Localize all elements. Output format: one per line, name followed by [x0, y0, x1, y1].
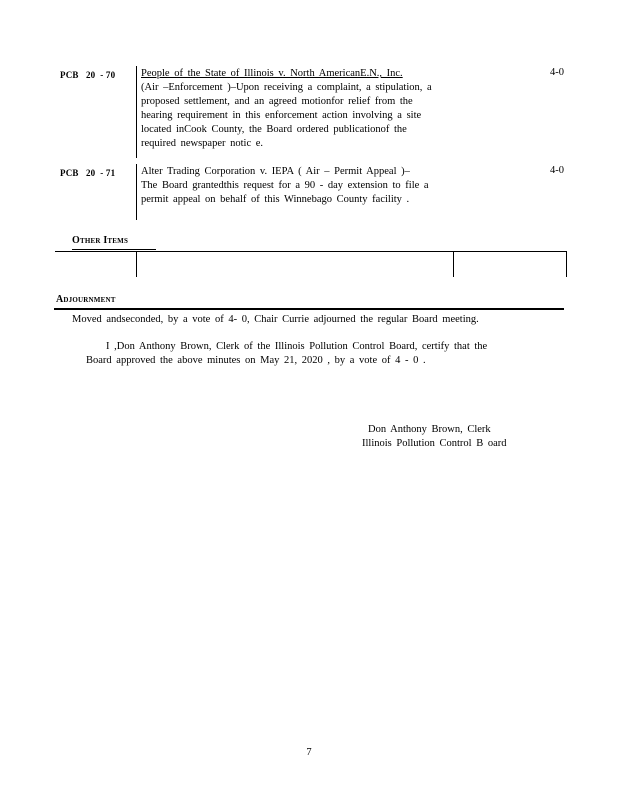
heading-underline [72, 249, 156, 250]
table-column-divider [136, 252, 137, 277]
case-title: People of the State of Illinois v. North AmericanE.N., Inc. [141, 68, 403, 79]
signature-name: Don Anthony Brown, Clerk [368, 424, 491, 435]
adjournment-text: Moved andseconded, by a vote of 4- 0, Chair Currie adjourned the regular Board meeting. [72, 314, 479, 325]
table-column-divider [453, 252, 454, 277]
other-items-heading: Other Items [72, 235, 129, 246]
case-entry [141, 67, 441, 151]
adjournment-heading: Adjournment [56, 294, 116, 305]
case-divider [136, 66, 137, 158]
case-number: PCB 20 - 70 [60, 70, 116, 80]
case-description: (Air –Enforcement )–Upon receiving a complaint, a stipulation, a proposed settlement, and an agreed motionfor relief from the hearing requirement in this enforcement action involving a site located inCook County, the Board ordered publicationof the required newspaper notic e. [141, 82, 432, 149]
certification-line: Board approved the above minutes on May 21, 2020 , by a vote of 4 - 0 . [86, 355, 426, 366]
case-number: PCB 20 - 71 [60, 168, 116, 178]
case-entry [141, 165, 441, 207]
adjournment-rule [54, 308, 564, 310]
table-column-divider [566, 252, 567, 277]
case-vote: 4-0 [550, 67, 564, 78]
case-title: Alter Trading Corporation v. IEPA ( Air – Permit Appeal )– [141, 166, 410, 177]
case-vote: 4-0 [550, 165, 564, 176]
table-top-rule [55, 251, 567, 252]
certification-line: I ,Don Anthony Brown, Clerk of the Illinois Pollution Control Board, certify that the [106, 341, 488, 352]
case-divider [136, 164, 137, 220]
page-number: 7 [306, 747, 312, 758]
case-description: The Board grantedthis request for a 90 - day extension to file a permit appeal on behalf of this Winnebago County facility . [141, 180, 429, 205]
signature-organization: Illinois Pollution Control B oard [362, 438, 507, 449]
